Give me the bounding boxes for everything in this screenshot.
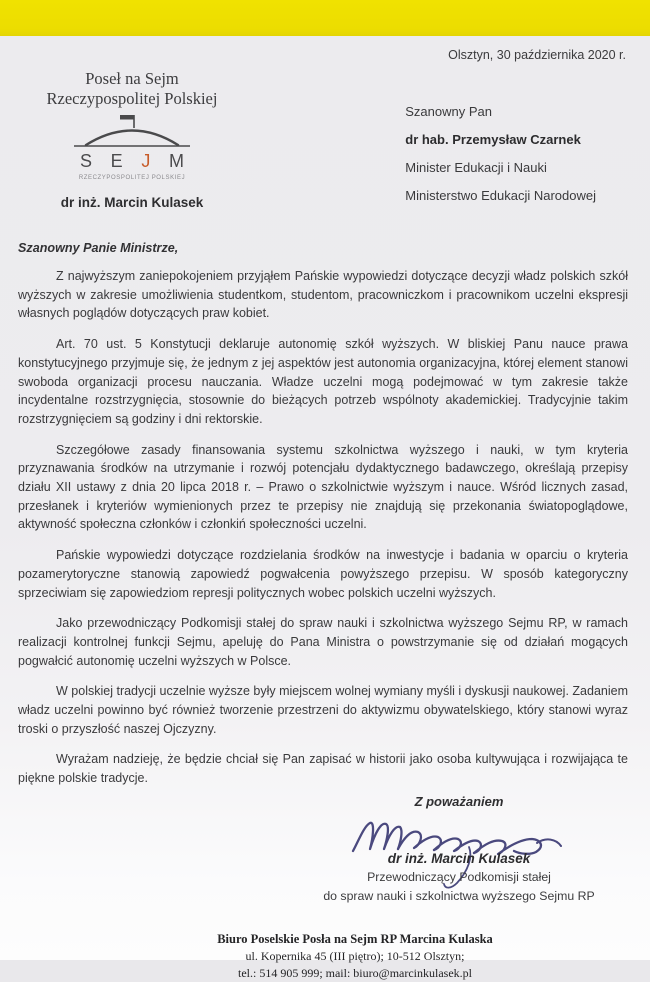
paragraph-5: Jako przewodniczący Podkomisji stałej do spraw nauki i szkolnictwa wyższego Sejmu RP, w ramach realizacji kontrolnej funkcji Sejmu, apeluję do Pana Ministra o powstrzymanie się od działań mogących pogwałcić autonomię uczelni wyższych w Polsce.	[18, 616, 628, 668]
letter-date: Olsztyn, 30 października 2020 r.	[448, 48, 626, 62]
footer-office-name: Biuro Poselskie Posła na Sejm RP Marcina Kulaska	[217, 931, 493, 946]
recipient-institution: Ministerstwo Edukacji Narodowej	[405, 188, 596, 203]
paragraph-4: Pańskie wypowiedzi dotyczące rozdzielania środków na inwestycje i badania w oparciu o kryteria pozamerytoryczne stanowią zapowiedź pogwałcenia powyższego przepisu. W sposób kategoryczny sprzeciwiam się zapowiedziom represji politycznych wobec polskich uczelni wyższych.	[18, 548, 628, 600]
letter-content	[0, 36, 650, 980]
signer-name: dr inż. Marcin Kulasek	[387, 850, 531, 866]
recipient-salutation: Szanowny Pan	[405, 104, 492, 119]
sejm-dome-flag-icon	[70, 112, 194, 148]
paragraph-7: Wyrażam nadzieję, że będzie chciał się Pan zapisać w historii jako osoba kultywująca i rozwijająca te piękne polskie tradycje.	[18, 752, 628, 786]
letterhead	[18, 69, 628, 217]
yellow-top-band	[0, 0, 650, 36]
sender-block	[26, 69, 238, 210]
sender-name: dr inż. Marcin Kulasek	[60, 195, 204, 210]
sejm-logo-caption: RZECZYPOSPOLITEJ POLSKIEJ	[78, 175, 186, 181]
sejm-logo-letters	[80, 151, 184, 172]
sender-title-line2: Rzeczypospolitej Polskiej	[46, 89, 218, 108]
closing-line: Z poważaniem	[414, 793, 504, 809]
recipient-name: dr hab. Przemysław Czarnek	[405, 132, 581, 147]
recipient-block	[405, 105, 596, 217]
recipient-title: Minister Edukacji i Nauki	[405, 160, 547, 175]
greeting-line: Szanowny Panie Ministrze,	[18, 241, 179, 255]
logo-letter-s: S	[80, 151, 93, 171]
footer-contact: tel.: 514 905 999; mail: biuro@marcinkulasek.pl	[237, 965, 472, 980]
signer-title-line2: do spraw nauki i szkolnictwa wyższego Sejmu RP	[323, 889, 595, 904]
logo-letter-e: E	[110, 151, 123, 171]
paragraph-3: Szczegółowe zasady finansowania systemu szkolnictwa wyższego i nauki, w tym kryteria przyznawania środków na utrzymanie i rozwój potencjału dydaktycznego badawczego, określają przepisy działu XII ustawy z dnia 20 lipca 2018 r. – Prawo o szkolnictwie wyższym i nauce. Wśród licznych zasad, przesłanek i kryteriów wymienionych przez te przepisy nie znajdują się przekonania światopoglądowe, aktywność społeczna członków i członkiń społeczności uczelni.	[18, 442, 628, 532]
signer-title-line1: Przewodniczący Podkomisji stałej	[367, 869, 551, 884]
paragraph-6: W polskiej tradycji uczelnie wyższe były miejscem wolnej wymiany myśli i dyskusji naukowej. Zadaniem władz uczelni powinno być również tworzenie przestrzeni do aktywizmu obywatelskiego, który stanowi wyraz troski o przyszłość naszej Ojczyzny.	[18, 684, 628, 736]
sender-title-line1: Poseł na Sejm	[85, 69, 179, 88]
letter-body	[18, 241, 628, 788]
paragraph-1: Z najwyższym zaniepokojeniem przyjąłem Pańskie wypowiedzi dotyczące decyzji władz polskich szkół wyższych w zakresie umożliwienia studentkom, studentom, pracowniczkom i pracownikom uczelni ekspresji własnych poglądów dotyczących praw kobiet.	[18, 269, 628, 321]
paragraph-2: Art. 70 ust. 5 Konstytucji deklaruje autonomię szkół wyższych. W bliskiej Panu nauce prawa konstytucyjnego przyjmuje się, że jednym z jej aspektów jest autonomia organizacyjna, której element stanowi swoboda organizacji procesu nauczania. Władze uczelni mogą podejmować w tym zakresie także incydentalne rozstrzygnięcia, stosownie do bieżących potrzeb wspólnoty akademickiej. Tradycyjnie takim rozstrzygnięciem są godziny i dni rektorskie.	[18, 337, 628, 426]
footer-address: ul. Kopernika 45 (III piętro); 10-512 Olsztyn;	[245, 948, 465, 963]
sejm-logo	[26, 112, 238, 181]
office-footer	[82, 931, 628, 982]
logo-letter-m: M	[169, 151, 184, 171]
logo-letter-j: J	[141, 151, 151, 171]
signature-block	[304, 794, 614, 905]
